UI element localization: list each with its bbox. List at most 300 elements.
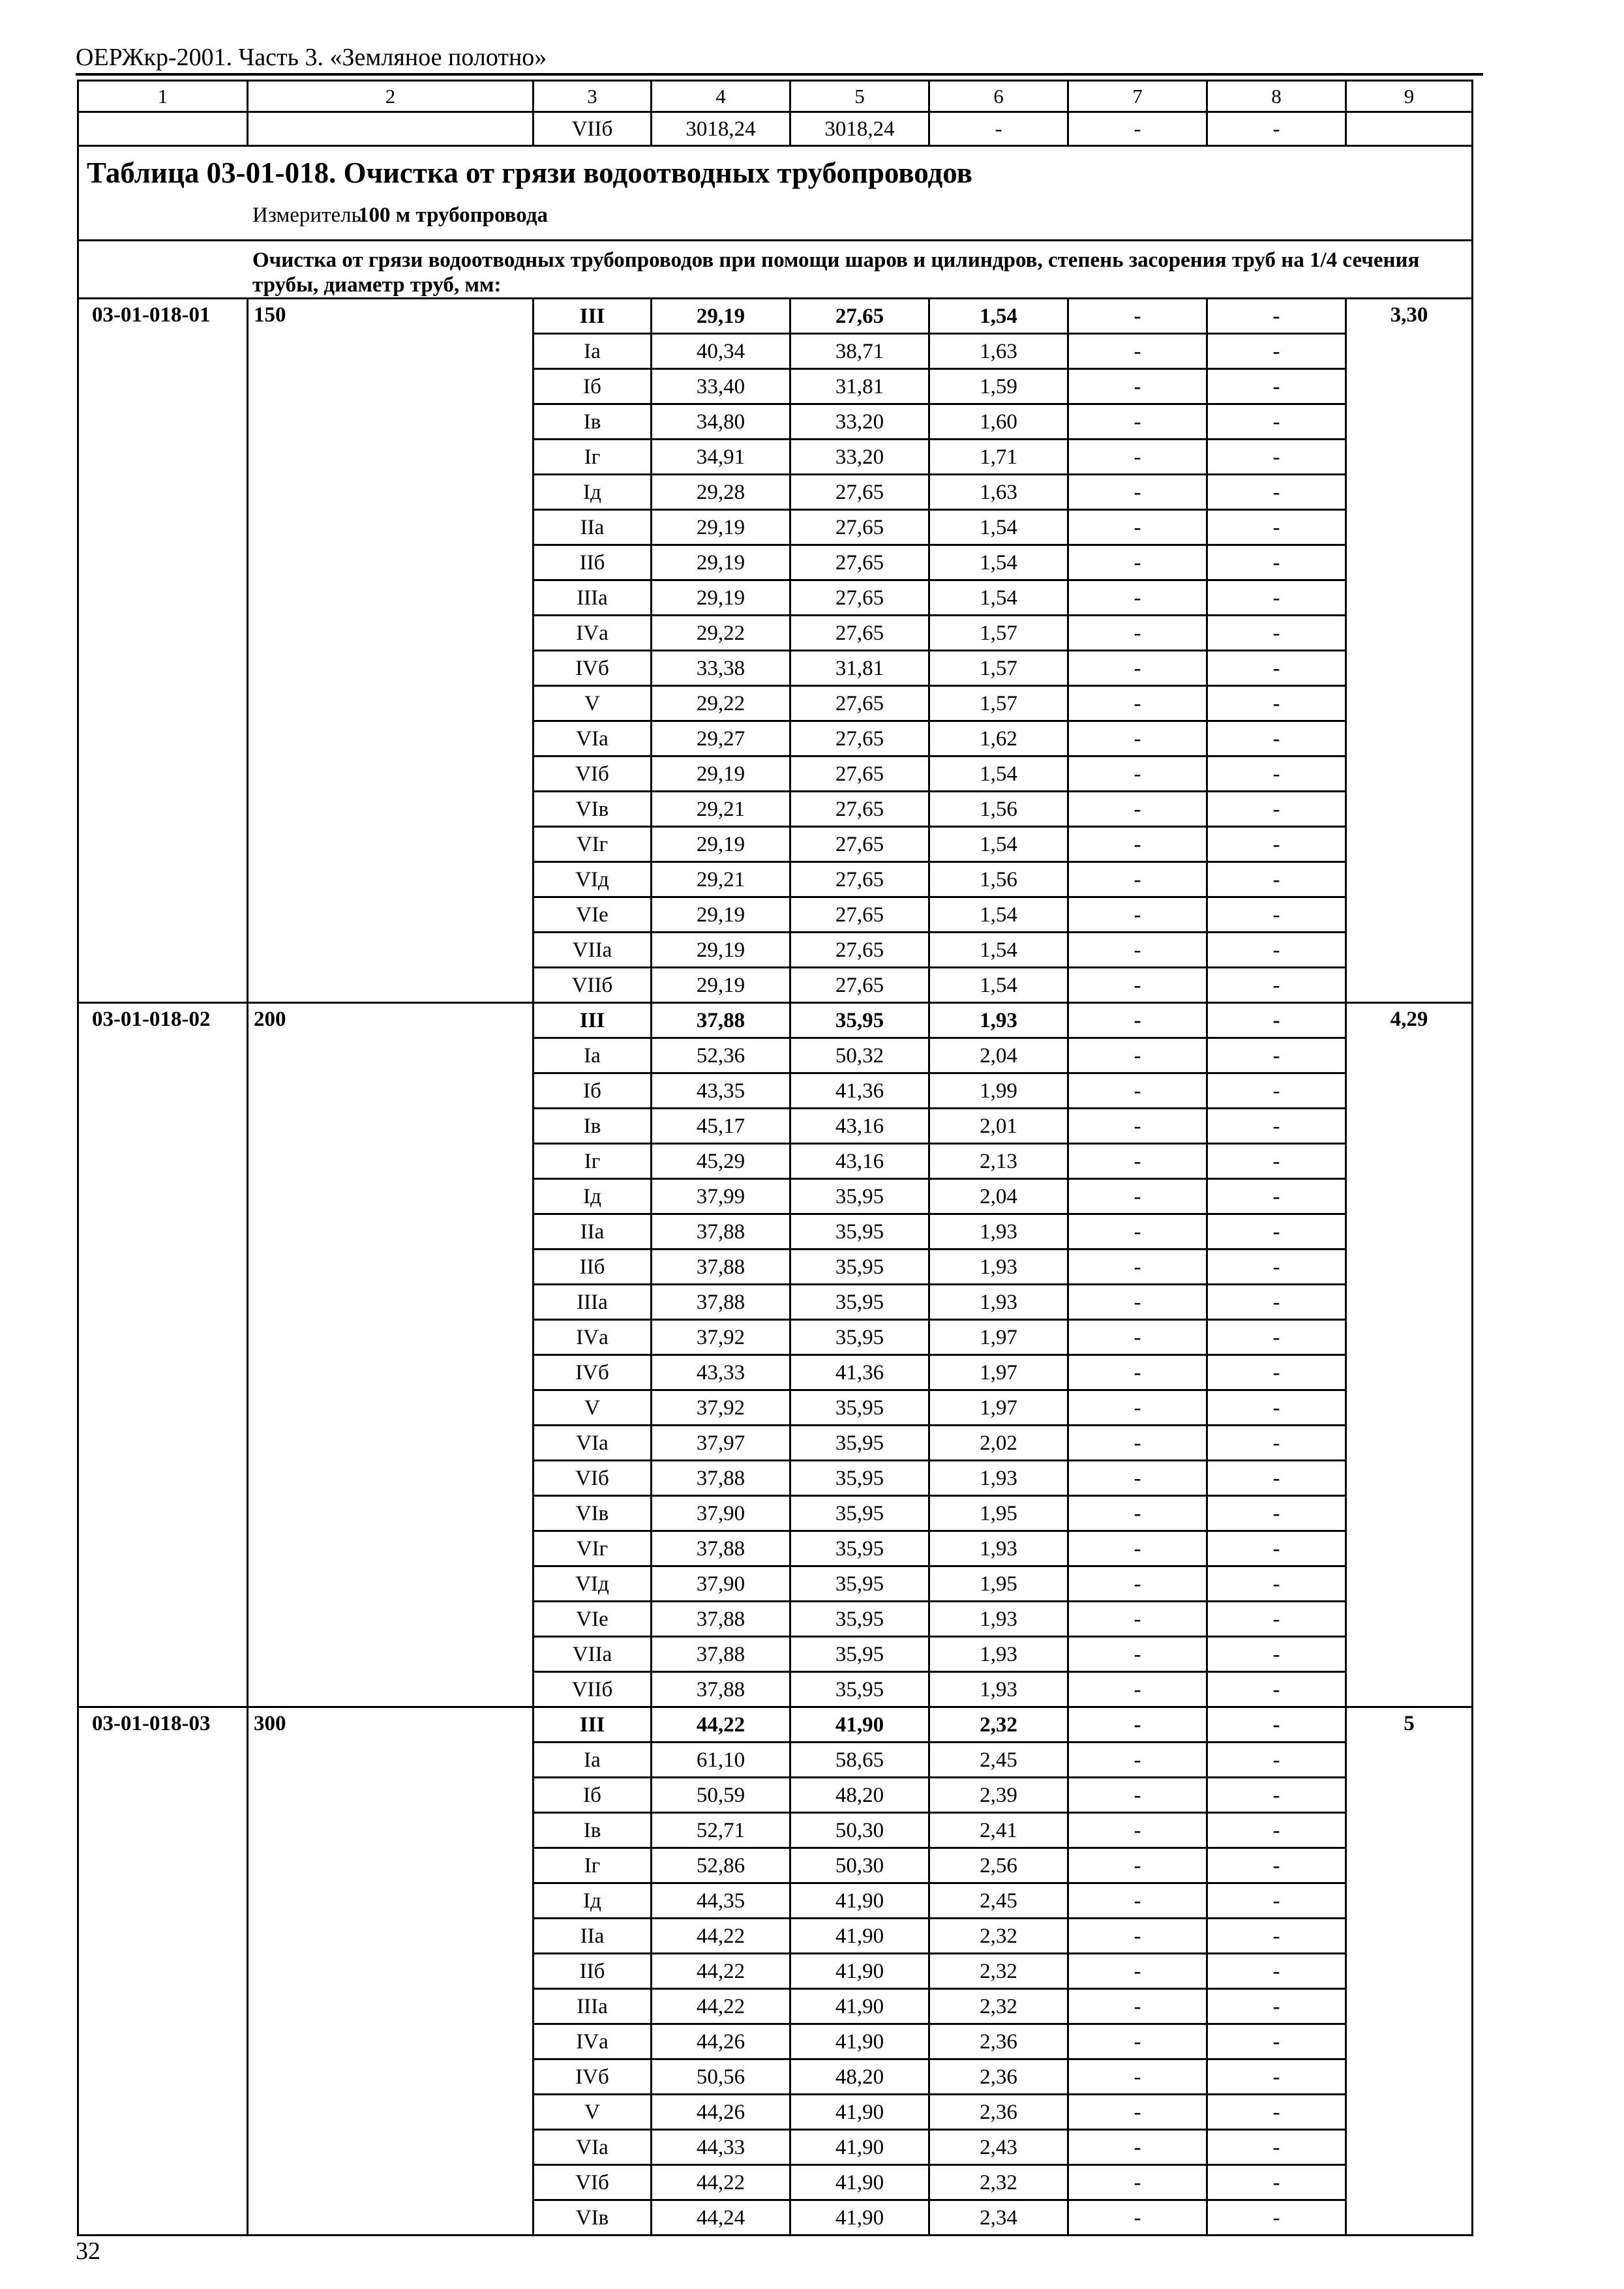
value-cell: - — [1207, 1637, 1346, 1672]
region-cell: IVа — [534, 1320, 652, 1355]
value-cell: 2,32 — [929, 1989, 1068, 2024]
diameter-cell: 200 — [248, 1003, 534, 1707]
column-number: 6 — [929, 81, 1068, 112]
region-cell: VIв — [534, 2200, 652, 2236]
value-cell: 44,33 — [652, 2130, 790, 2165]
region-cell: IVб — [534, 1355, 652, 1390]
value-cell: 37,88 — [652, 1531, 790, 1566]
value-cell: 29,19 — [652, 299, 790, 334]
value-cell: 2,13 — [929, 1144, 1068, 1179]
region-cell: IVа — [534, 616, 652, 651]
region-cell: VIIа — [534, 1637, 652, 1672]
value-cell: - — [1207, 1355, 1346, 1390]
value-cell: 1,93 — [929, 1285, 1068, 1320]
value-cell: 45,17 — [652, 1109, 790, 1144]
value-cell: - — [1068, 1919, 1207, 1954]
value-cell: - — [1068, 1672, 1207, 1707]
work-description: Очистка от грязи водоотводных трубопроводов при помощи шаров и цилиндров, степень засорения труб на 1/4 сечения трубы, диаметр труб, мм: — [79, 239, 1471, 297]
value-cell: 2,36 — [929, 2095, 1068, 2130]
unit-label: Измеритель: — [252, 203, 367, 227]
value-cell: - — [1068, 2024, 1207, 2059]
value-cell: 29,19 — [652, 580, 790, 616]
value-cell: 2,45 — [929, 1743, 1068, 1778]
value-cell: 1,97 — [929, 1320, 1068, 1355]
region-cell: Iб — [534, 369, 652, 404]
value-cell: 41,90 — [790, 1707, 929, 1743]
region-cell: VIв — [534, 1496, 652, 1531]
value-cell: 52,71 — [652, 1813, 790, 1848]
region-cell: VIд — [534, 862, 652, 897]
value-cell: - — [1207, 1179, 1346, 1214]
value-cell: - — [1068, 1390, 1207, 1426]
value-cell: - — [1068, 440, 1207, 475]
unit-value: 100 м трубопровода — [358, 203, 549, 227]
value-cell: 37,97 — [652, 1426, 790, 1461]
region-cell: Iд — [534, 1179, 652, 1214]
column-number: 5 — [790, 81, 929, 112]
value-cell: - — [1068, 2095, 1207, 2130]
value-cell: 2,04 — [929, 1179, 1068, 1214]
value-cell: 1,63 — [929, 334, 1068, 369]
value-cell: 1,99 — [929, 1073, 1068, 1109]
table-row — [78, 299, 1473, 334]
value-cell: 44,22 — [652, 2165, 790, 2200]
value-cell: 2,34 — [929, 2200, 1068, 2236]
value-cell: 29,27 — [652, 721, 790, 756]
column-numbers-row — [78, 81, 1473, 112]
value-cell: 41,90 — [790, 2024, 929, 2059]
value-cell: 37,92 — [652, 1320, 790, 1355]
value-cell: - — [1068, 1496, 1207, 1531]
value-cell: 44,22 — [652, 1954, 790, 1989]
value-cell: - — [1068, 968, 1207, 1003]
region-cell: VIIб — [534, 968, 652, 1003]
value-cell: - — [1207, 792, 1346, 827]
value-cell: - — [1207, 2165, 1346, 2200]
value-cell: - — [1207, 1285, 1346, 1320]
value-cell: 35,95 — [790, 1461, 929, 1496]
value-cell: 27,65 — [790, 792, 929, 827]
column-number: 1 — [78, 81, 248, 112]
empty-cell — [248, 112, 534, 146]
value-cell: 2,41 — [929, 1813, 1068, 1848]
value-cell: 2,02 — [929, 1426, 1068, 1461]
value-cell: - — [1068, 2200, 1207, 2236]
region-cell: Iг — [534, 1848, 652, 1883]
value-cell: - — [1068, 686, 1207, 721]
value-cell: 41,90 — [790, 2165, 929, 2200]
value-cell: - — [1207, 1707, 1346, 1743]
value-cell: - — [1207, 1672, 1346, 1707]
value-cell: 29,21 — [652, 792, 790, 827]
value-cell: - — [1068, 1813, 1207, 1848]
total-cell: 3,30 — [1346, 299, 1473, 1003]
region-cell: Iв — [534, 1813, 652, 1848]
value-cell: 41,90 — [790, 2200, 929, 2236]
value-cell: 33,38 — [652, 651, 790, 686]
value-cell: 2,39 — [929, 1778, 1068, 1813]
value-cell: 27,65 — [790, 827, 929, 862]
value-cell: 1,93 — [929, 1637, 1068, 1672]
region-cell: VIе — [534, 1602, 652, 1637]
value-cell: 27,65 — [790, 756, 929, 792]
value-cell: 37,88 — [652, 1461, 790, 1496]
value-cell: 37,90 — [652, 1496, 790, 1531]
region-cell: VIв — [534, 792, 652, 827]
value-cell: - — [1207, 897, 1346, 933]
value-cell: - — [1207, 1883, 1346, 1919]
value-cell: 1,97 — [929, 1355, 1068, 1390]
value-cell: - — [1068, 112, 1207, 146]
value-cell: 1,57 — [929, 686, 1068, 721]
value-cell: 29,28 — [652, 475, 790, 510]
value-cell: - — [1068, 1320, 1207, 1355]
value-cell: 3018,24 — [652, 112, 790, 146]
value-cell: - — [1068, 2130, 1207, 2165]
value-cell: 27,65 — [790, 721, 929, 756]
value-cell: - — [1068, 1637, 1207, 1672]
value-cell: 41,90 — [790, 2095, 929, 2130]
value-cell: 27,65 — [790, 299, 929, 334]
region-cell: IIIа — [534, 1989, 652, 2024]
column-number: 3 — [534, 81, 652, 112]
region-cell: VIб — [534, 756, 652, 792]
region-cell: VIб — [534, 2165, 652, 2200]
value-cell: - — [1068, 1179, 1207, 1214]
value-cell: - — [1068, 1285, 1207, 1320]
value-cell: 44,22 — [652, 1919, 790, 1954]
value-cell: - — [1068, 1214, 1207, 1249]
value-cell: - — [1068, 1707, 1207, 1743]
value-cell: 31,81 — [790, 651, 929, 686]
value-cell: 35,95 — [790, 1637, 929, 1672]
value-cell: 35,95 — [790, 1496, 929, 1531]
value-cell: - — [1207, 1496, 1346, 1531]
value-cell: 1,54 — [929, 827, 1068, 862]
value-cell: 37,99 — [652, 1179, 790, 1214]
value-cell: - — [1068, 1989, 1207, 2024]
value-cell: 37,90 — [652, 1566, 790, 1602]
value-cell: 35,95 — [790, 1320, 929, 1355]
value-cell: 29,21 — [652, 862, 790, 897]
region-cell: IVа — [534, 2024, 652, 2059]
value-cell: - — [1207, 334, 1346, 369]
rate-code-cell: 03-01-018-03 — [78, 1707, 248, 2236]
value-cell: - — [1207, 1602, 1346, 1637]
value-cell: - — [1068, 404, 1207, 440]
value-cell: 38,71 — [790, 334, 929, 369]
value-cell: 2,56 — [929, 1848, 1068, 1883]
value-cell: 2,01 — [929, 1109, 1068, 1144]
value-cell: 1,54 — [929, 545, 1068, 580]
value-cell: - — [1207, 440, 1346, 475]
value-cell: - — [1207, 475, 1346, 510]
value-cell: 1,71 — [929, 440, 1068, 475]
value-cell: 1,59 — [929, 369, 1068, 404]
value-cell: 1,56 — [929, 862, 1068, 897]
value-cell: - — [1068, 1249, 1207, 1285]
value-cell: 1,93 — [929, 1214, 1068, 1249]
value-cell: 35,95 — [790, 1003, 929, 1038]
value-cell: 37,88 — [652, 1285, 790, 1320]
value-cell: 29,19 — [652, 510, 790, 545]
value-cell: 1,54 — [929, 897, 1068, 933]
value-cell: 1,60 — [929, 404, 1068, 440]
value-cell: 41,90 — [790, 1883, 929, 1919]
value-cell: 1,54 — [929, 510, 1068, 545]
value-cell: - — [1068, 1109, 1207, 1144]
region-cell: IVб — [534, 2059, 652, 2095]
value-cell: - — [1068, 1883, 1207, 1919]
region-cell: IIIа — [534, 1285, 652, 1320]
empty-cell — [1346, 112, 1473, 146]
value-cell: 43,33 — [652, 1355, 790, 1390]
value-cell: 1,57 — [929, 616, 1068, 651]
value-cell: 35,95 — [790, 1214, 929, 1249]
rate-code-cell: 03-01-018-02 — [78, 1003, 248, 1707]
value-cell: - — [1207, 1566, 1346, 1602]
value-cell: 1,93 — [929, 1003, 1068, 1038]
value-cell: - — [1207, 756, 1346, 792]
value-cell: - — [1207, 369, 1346, 404]
table-title-row — [78, 146, 1473, 299]
value-cell: 34,80 — [652, 404, 790, 440]
region-cell: Iа — [534, 1743, 652, 1778]
table-title: Таблица 03-01-018. Очистка от грязи водоотводных трубопроводов — [87, 157, 972, 189]
value-cell: 1,62 — [929, 721, 1068, 756]
value-cell: 2,32 — [929, 1954, 1068, 1989]
value-cell: 27,65 — [790, 686, 929, 721]
value-cell: 2,32 — [929, 2165, 1068, 2200]
value-cell: 29,22 — [652, 616, 790, 651]
region-cell: Iд — [534, 475, 652, 510]
value-cell: - — [1207, 1954, 1346, 1989]
page-header-title: ОЕРЖкр-2001. Часть 3. «Земляное полотно» — [76, 44, 547, 71]
value-cell: 1,93 — [929, 1531, 1068, 1566]
value-cell: - — [1068, 580, 1207, 616]
value-cell: 29,19 — [652, 897, 790, 933]
value-cell: 31,81 — [790, 369, 929, 404]
value-cell: - — [1068, 1073, 1207, 1109]
previous-table-row — [78, 112, 1473, 146]
value-cell: 37,88 — [652, 1602, 790, 1637]
value-cell: 35,95 — [790, 1566, 929, 1602]
value-cell: 43,16 — [790, 1144, 929, 1179]
value-cell: 1,95 — [929, 1566, 1068, 1602]
value-cell: - — [1207, 1144, 1346, 1179]
value-cell: - — [1068, 897, 1207, 933]
value-cell: 50,30 — [790, 1813, 929, 1848]
value-cell: 37,88 — [652, 1214, 790, 1249]
value-cell: - — [1207, 1989, 1346, 2024]
value-cell: - — [1207, 2200, 1346, 2236]
region-cell: VIа — [534, 2130, 652, 2165]
value-cell: 1,54 — [929, 299, 1068, 334]
value-cell: - — [1207, 1461, 1346, 1496]
value-cell: 2,43 — [929, 2130, 1068, 2165]
value-cell: 2,32 — [929, 1919, 1068, 1954]
value-cell: - — [1207, 721, 1346, 756]
value-cell: - — [1207, 968, 1346, 1003]
column-number: 4 — [652, 81, 790, 112]
value-cell: 29,22 — [652, 686, 790, 721]
value-cell: - — [1207, 510, 1346, 545]
value-cell: - — [1068, 862, 1207, 897]
value-cell: 29,19 — [652, 827, 790, 862]
value-cell: - — [1207, 1848, 1346, 1883]
value-cell: - — [1068, 1038, 1207, 1073]
value-cell: - — [1068, 1426, 1207, 1461]
value-cell: - — [1068, 1003, 1207, 1038]
value-cell: - — [1207, 1426, 1346, 1461]
value-cell: 1,54 — [929, 933, 1068, 968]
value-cell: 33,20 — [790, 404, 929, 440]
value-cell: - — [1207, 686, 1346, 721]
value-cell: 41,36 — [790, 1073, 929, 1109]
value-cell: 35,95 — [790, 1602, 929, 1637]
value-cell: 2,36 — [929, 2059, 1068, 2095]
region-cell: Iг — [534, 440, 652, 475]
value-cell: - — [1068, 299, 1207, 334]
region-cell: VIа — [534, 1426, 652, 1461]
value-cell: 29,19 — [652, 545, 790, 580]
value-cell: 43,35 — [652, 1073, 790, 1109]
value-cell: - — [1207, 1249, 1346, 1285]
value-cell: - — [1068, 721, 1207, 756]
value-cell: 52,36 — [652, 1038, 790, 1073]
region-cell: Iд — [534, 1883, 652, 1919]
value-cell: 45,29 — [652, 1144, 790, 1179]
value-cell: 27,65 — [790, 968, 929, 1003]
region-cell: Iа — [534, 1038, 652, 1073]
value-cell: - — [1207, 545, 1346, 580]
value-cell: - — [1207, 1109, 1346, 1144]
region-cell: Iа — [534, 334, 652, 369]
value-cell: 1,93 — [929, 1461, 1068, 1496]
value-cell: 33,40 — [652, 369, 790, 404]
value-cell: - — [1207, 299, 1346, 334]
value-cell: 44,26 — [652, 2024, 790, 2059]
region-cell: Iг — [534, 1144, 652, 1179]
value-cell: - — [1068, 1954, 1207, 1989]
value-cell: 61,10 — [652, 1743, 790, 1778]
value-cell: 44,22 — [652, 1707, 790, 1743]
value-cell: - — [1207, 580, 1346, 616]
header-rule — [76, 73, 1483, 76]
value-cell: 29,19 — [652, 933, 790, 968]
value-cell: 34,91 — [652, 440, 790, 475]
value-cell: - — [1207, 651, 1346, 686]
value-cell: - — [1068, 1848, 1207, 1883]
value-cell: 35,95 — [790, 1390, 929, 1426]
region-cell: VIе — [534, 897, 652, 933]
value-cell: 1,54 — [929, 580, 1068, 616]
value-cell: - — [1068, 1355, 1207, 1390]
value-cell: 41,90 — [790, 1954, 929, 1989]
value-cell: - — [1207, 862, 1346, 897]
value-cell: 27,65 — [790, 580, 929, 616]
value-cell: - — [1207, 2024, 1346, 2059]
diameter-cell: 300 — [248, 1707, 534, 2236]
region-cell: VIIб — [534, 1672, 652, 1707]
rate-code-cell: 03-01-018-01 — [78, 299, 248, 1003]
region-cell: V — [534, 2095, 652, 2130]
region-cell: III — [534, 299, 652, 334]
value-cell: - — [1068, 933, 1207, 968]
value-cell: 27,65 — [790, 475, 929, 510]
region-cell: V — [534, 1390, 652, 1426]
value-cell: - — [1207, 616, 1346, 651]
value-cell: - — [1207, 2059, 1346, 2095]
value-cell: - — [1207, 1778, 1346, 1813]
value-cell: 58,65 — [790, 1743, 929, 1778]
value-cell: - — [1068, 1566, 1207, 1602]
value-cell: 2,04 — [929, 1038, 1068, 1073]
value-cell: 27,65 — [790, 862, 929, 897]
value-cell: 52,86 — [652, 1848, 790, 1883]
value-cell: 44,24 — [652, 2200, 790, 2236]
value-cell: 29,19 — [652, 756, 790, 792]
region-cell: V — [534, 686, 652, 721]
value-cell: 1,93 — [929, 1672, 1068, 1707]
rates-table-body — [78, 81, 1473, 2236]
value-cell: - — [1207, 1813, 1346, 1848]
value-cell: 1,95 — [929, 1496, 1068, 1531]
region-cell: VIг — [534, 1531, 652, 1566]
region-cell: VIа — [534, 721, 652, 756]
region-cell: III — [534, 1003, 652, 1038]
value-cell: - — [1068, 1531, 1207, 1566]
value-cell: 44,26 — [652, 2095, 790, 2130]
value-cell: - — [1068, 1778, 1207, 1813]
value-cell: 50,56 — [652, 2059, 790, 2095]
value-cell: 37,88 — [652, 1249, 790, 1285]
value-cell: 44,35 — [652, 1883, 790, 1919]
value-cell: 41,36 — [790, 1355, 929, 1390]
total-cell: 4,29 — [1346, 1003, 1473, 1707]
value-cell: 27,65 — [790, 616, 929, 651]
value-cell: 50,59 — [652, 1778, 790, 1813]
value-cell: - — [1068, 756, 1207, 792]
value-cell: 37,92 — [652, 1390, 790, 1426]
value-cell: 2,36 — [929, 2024, 1068, 2059]
value-cell: - — [1207, 1743, 1346, 1778]
region-cell: IIа — [534, 1919, 652, 1954]
region-cell: IIа — [534, 1214, 652, 1249]
value-cell: 48,20 — [790, 2059, 929, 2095]
value-cell: - — [1068, 334, 1207, 369]
value-cell: 50,32 — [790, 1038, 929, 1073]
value-cell: 43,16 — [790, 1109, 929, 1144]
region-cell: VIIа — [534, 933, 652, 968]
rates-table — [77, 80, 1473, 2236]
value-cell: - — [1068, 1602, 1207, 1637]
value-cell: - — [1068, 2165, 1207, 2200]
value-cell: 37,88 — [652, 1672, 790, 1707]
table-row — [78, 1003, 1473, 1038]
value-cell: 1,56 — [929, 792, 1068, 827]
value-cell: 29,19 — [652, 968, 790, 1003]
value-cell: 1,93 — [929, 1602, 1068, 1637]
value-cell: 41,90 — [790, 1989, 929, 2024]
region-cell: Iв — [534, 404, 652, 440]
empty-cell — [78, 112, 248, 146]
region-cell: IIа — [534, 510, 652, 545]
value-cell: - — [1068, 827, 1207, 862]
value-cell: 1,54 — [929, 756, 1068, 792]
value-cell: - — [1068, 792, 1207, 827]
region-cell: IIIа — [534, 580, 652, 616]
